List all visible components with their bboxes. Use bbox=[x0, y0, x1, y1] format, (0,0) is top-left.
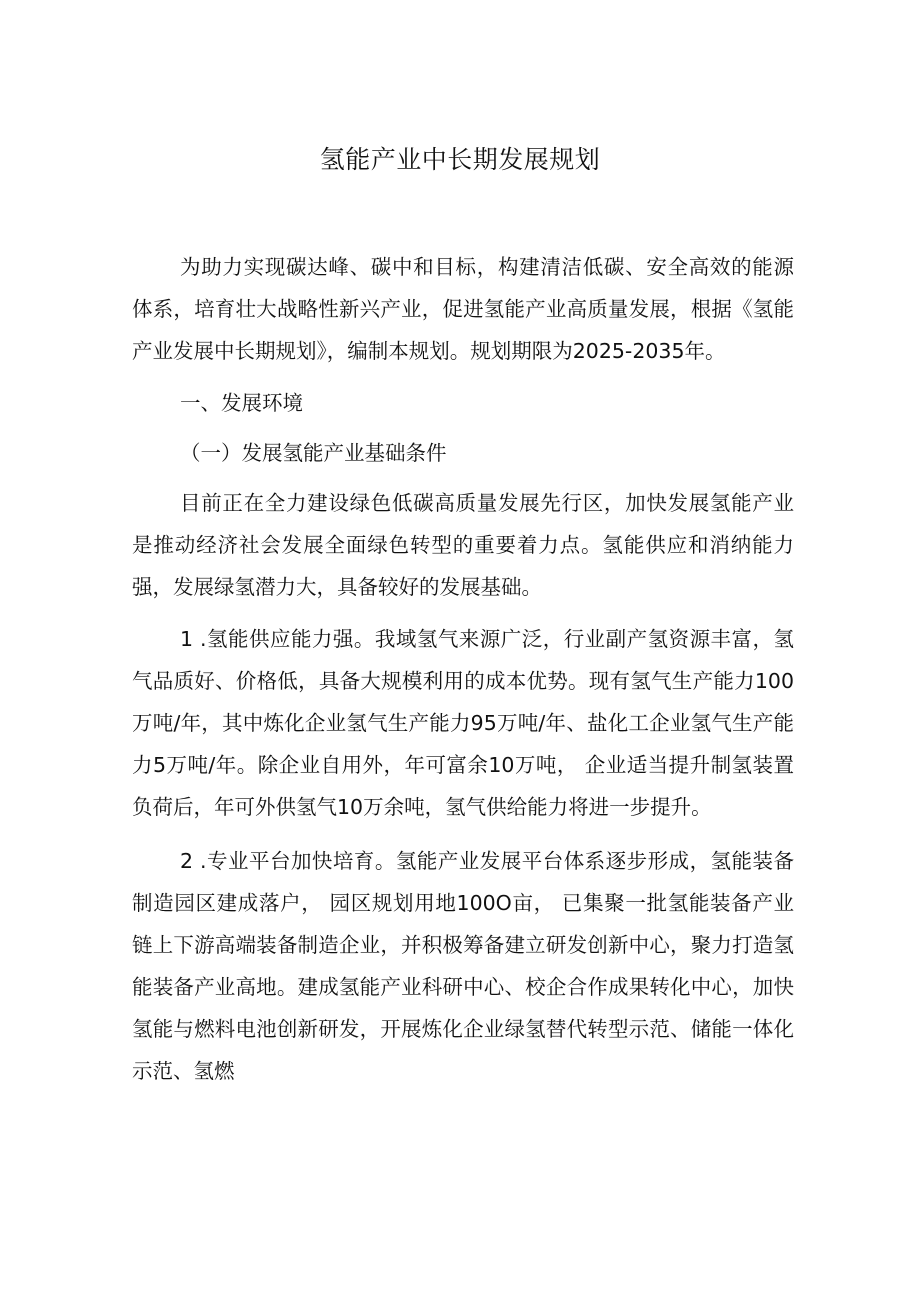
intro-paragraph: 为助力实现碳达峰、碳中和目标，构建清洁低碳、安全高效的能源体系，培育壮大战略性新兴产业，促进氢能产业高质量发展，根据《氢能产业发展中长期规划》，编制本规划。规划期限为2025-2035年。 bbox=[132, 255, 794, 363]
document-title: 氢能产业中长期发展规划 bbox=[319, 145, 601, 174]
basis-paragraph: 目前正在全力建设绿色低碳高质量发展先行区，加快发展氢能产业是推动经济社会发展全面绿色转型的重要着力点。氢能供应和消纳能力强，发展绿氢潜力大，具备较好的发展基础。 bbox=[132, 491, 794, 599]
document-body bbox=[132, 246, 794, 1092]
subsection-heading: （一）发展氢能产业基础条件 bbox=[180, 441, 447, 465]
section-heading: 一、发展环境 bbox=[180, 391, 303, 415]
item-paragraph-1: 1 .氢能供应能力强。我域氢气来源广泛，行业副产氢资源丰富，氢气品质好、价格低，具备大规模利用的成本优势。现有氢气生产能力100万吨/年，其中炼化企业氢气生产能力95万吨/年、盐化工企业氢气生产能力5万吨/年。除企业自用外，年可富余10万吨， 企业适当提升制氢装置负荷后，年可外供氢气10万余吨，氢气供给能力将进一步提升。 bbox=[132, 627, 794, 819]
item-paragraph-2: 2 .专业平台加快培育。氢能产业发展平台体系逐步形成，氢能装备制造园区建成落户， 园区规划用地100O亩， 已集聚一批氢能装备产业链上下游高端装备制造企业，并积极筹备建立研发创新中心，聚力打造氢能装备产业高地。建成氢能产业科研中心、校企合作成果转化中心，加快氢能与燃料电池创新研发，开展炼化企业绿氢替代转型示范、储能一体化示范、氢燃 bbox=[132, 849, 794, 1083]
